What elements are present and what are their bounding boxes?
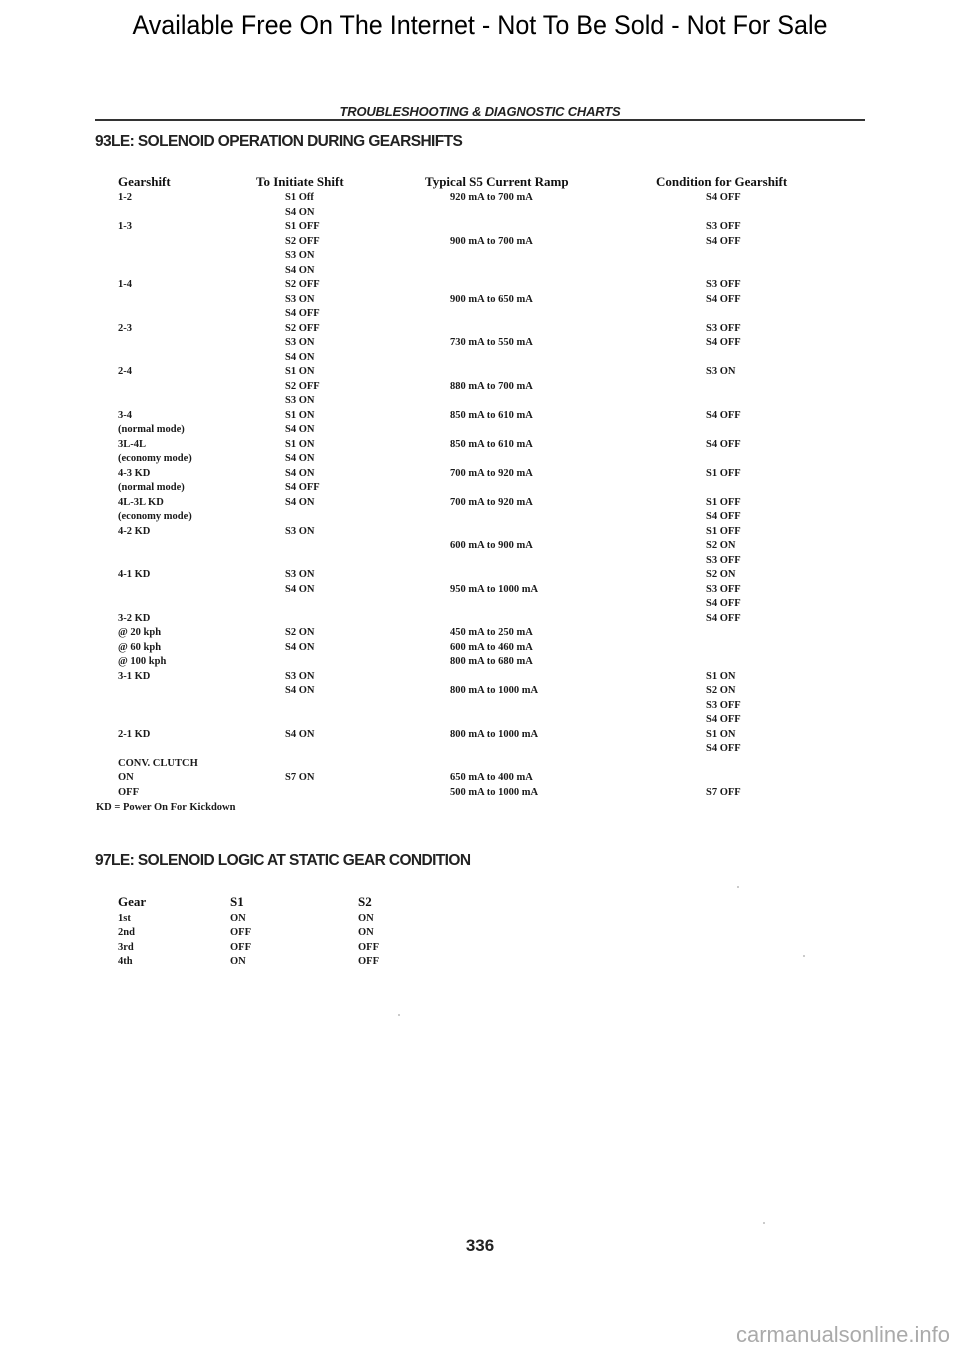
table1-cell-initiate: S4 ON [285,453,315,464]
table1-cell-condition: S4 OFF [706,438,741,450]
table1-cell-initiate: S4 ON [285,728,315,740]
table1-cell-condition: S4 OFF [706,743,741,754]
table1-cell-condition: S4 OFF [706,598,741,609]
table2-cell-s2: OFF [358,941,379,953]
table1-cell-gearshift: 2-4 [118,366,132,377]
table1-cell-condition: S7 OFF [706,786,741,798]
table1-cell-initiate: S2 OFF [285,380,320,392]
table1-cell-initiate: S1 Off [285,192,314,203]
table2-cell-s1: ON [230,913,246,924]
table1-cell-ramp: 450 mA to 250 mA [450,627,533,638]
table1-cell-initiate: S4 ON [285,685,315,696]
table1-cell-condition: S4 OFF [706,511,741,522]
table1-cell-ramp: 800 mA to 1000 mA [450,728,539,740]
table1-cell-ramp: 900 mA to 650 mA [450,293,533,305]
table1-cell-gearshift: 4-3 KD [118,467,151,479]
table1-cell-initiate: S4 ON [285,641,315,653]
table1-cell-gearshift: @ 100 kph [118,656,167,667]
col-header-s1: S1 [230,894,244,909]
table1-cell-initiate: S4 ON [285,424,315,435]
table2-cell-gear: 4th [118,955,133,967]
table1-cell-initiate: S1 ON [285,438,315,450]
table1-cell-initiate: S4 OFF [285,482,320,493]
table2-cell-s2: ON [358,913,374,924]
table2-title: 97LE: SOLENOID LOGIC AT STATIC GEAR CONDITION [95,852,471,869]
col-header-gearshift: Gearshift [118,174,171,189]
table1-cell-initiate: S7 ON [285,772,315,783]
table1-cell-ramp: 900 mA to 700 mA [450,235,533,247]
table1-cell-gearshift: @ 60 kph [118,641,162,653]
table1-cell-gearshift: ON [118,772,134,783]
table1-cell-initiate: S3 ON [285,395,315,406]
table1-cell-condition: S1 OFF [706,467,741,479]
table1-cell-initiate: S3 ON [285,337,315,348]
table1-cell-condition: S4 OFF [706,409,741,421]
scan-speck [737,886,739,888]
table1-cell-initiate: S4 OFF [285,308,320,319]
table1-cell-condition: S3 OFF [706,322,741,334]
table1-cell-gearshift: CONV. CLUTCH [118,757,198,769]
table1-cell-condition: S1 OFF [706,525,741,537]
table1-cell-initiate: S2 OFF [285,235,320,247]
table1-cell-initiate: S4 ON [285,467,315,479]
table1-cell-condition: S4 OFF [706,235,741,247]
table2-cell-s2: OFF [358,955,379,967]
table1-cell-ramp: 850 mA to 610 mA [450,438,533,450]
table1-cell-ramp: 800 mA to 1000 mA [450,685,539,696]
table1-cell-initiate: S2 OFF [285,279,320,290]
table1-cell-gearshift: 1-4 [118,279,132,290]
table1-cell-gearshift: (normal mode) [118,482,185,493]
table1-cell-condition: S2 ON [706,569,736,580]
table1-cell-condition: S3 OFF [706,583,741,595]
scan-speck [763,1222,765,1224]
table2-cell-s1: OFF [230,941,251,953]
table1-cell-initiate: S3 ON [285,569,315,580]
table1-cell-gearshift: 1-2 [118,192,132,203]
table1-cell-gearshift: 1-3 [118,221,132,232]
table1-cell-initiate: S4 ON [285,264,315,276]
table1-cell-gearshift: 2-1 KD [118,728,151,740]
table2-cell-s1: ON [230,955,246,967]
table1-cell-initiate: S3 ON [285,525,315,537]
table2-cell-gear: 3rd [118,941,134,953]
table1-cell-ramp: 600 mA to 460 mA [450,641,533,653]
table1-cell-initiate: S1 OFF [285,221,320,232]
footnote: KD = Power On For Kickdown [96,802,236,813]
table1-cell-ramp: 800 mA to 680 mA [450,656,533,667]
col-header-ramp: Typical S5 Current Ramp [425,174,569,189]
table1-cell-gearshift: 3-2 KD [118,612,151,624]
table1-cell-gearshift: @ 20 kph [118,627,162,638]
col-header-initiate: To Initiate Shift [256,174,344,189]
table1-cell-condition: S2 ON [706,540,736,551]
table1-cell-condition: S4 OFF [706,192,741,203]
table1-cell-condition: S1 OFF [706,496,741,508]
table1-cell-gearshift: (economy mode) [118,453,192,464]
page-number: 336 [465,1236,495,1255]
col-header-gear: Gear [118,894,147,909]
table1-cell-initiate: S4 ON [285,583,315,595]
table1-cell-condition: S4 OFF [706,714,741,725]
table1-cell-ramp: 880 mA to 700 mA [450,380,533,392]
table1-cell-ramp: 700 mA to 920 mA [450,496,533,508]
table2-cell-gear: 1st [118,913,131,924]
site-watermark: carmanualsonline.info [735,1322,950,1347]
table1-cell-condition: S2 ON [706,685,736,696]
table1-cell-gearshift: 4-2 KD [118,525,151,537]
scan-speck [803,955,805,957]
table1-cell-ramp: 650 mA to 400 mA [450,772,533,783]
table1-cell-condition: S1 ON [706,670,736,682]
table1-cell-initiate: S1 ON [285,409,315,421]
table1-cell-gearshift: (normal mode) [118,424,185,435]
table1-cell-ramp: 700 mA to 920 mA [450,467,533,479]
table1-cell-initiate: S2 ON [285,627,315,638]
table1-cell-initiate: S4 ON [285,206,315,218]
table1-cell-ramp: 600 mA to 900 mA [450,540,533,551]
table1-cell-gearshift: 3L-4L [118,438,147,450]
table1-cell-gearshift: (economy mode) [118,511,192,522]
table1-cell-ramp: 730 mA to 550 mA [450,337,533,348]
table2-cell-gear: 2nd [118,927,135,939]
table1-cell-gearshift: 3-1 KD [118,670,151,682]
table1-cell-initiate: S1 ON [285,366,315,377]
table1-cell-condition: S4 OFF [706,337,741,348]
table1-cell-gearshift: 4L-3L KD [118,496,164,508]
table1-cell-gearshift: 2-3 [118,322,132,334]
table2-cell-s1: OFF [230,927,251,939]
section-header: TROUBLESHOOTING & DIAGNOSTIC CHARTS [339,104,621,119]
table1-title: 93LE: SOLENOID OPERATION DURING GEARSHIFTS [95,133,463,150]
header-rule [95,119,865,121]
table1-cell-gearshift: 3-4 [118,409,132,421]
table1-cell-condition: S1 ON [706,728,736,740]
scan-speck [398,1014,400,1016]
table1-cell-condition: S3 OFF [706,699,741,711]
table1-cell-condition: S4 OFF [706,293,741,305]
table1-cell-gearshift: OFF [118,786,139,798]
table1-cell-initiate: S4 ON [285,496,315,508]
table1-cell-ramp: 850 mA to 610 mA [450,409,533,421]
table1-cell-ramp: 920 mA to 700 mA [450,192,533,203]
table1-cell-condition: S3 ON [706,366,736,377]
table1-cell-ramp: 500 mA to 1000 mA [450,786,539,798]
table1-cell-initiate: S3 ON [285,250,315,261]
top-watermark: Available Free On The Internet - Not To Be Sold - Not For Sale [132,10,828,40]
table1-cell-gearshift: 4-1 KD [118,569,151,580]
table1-cell-condition: S4 OFF [706,612,741,624]
table2-cell-s2: ON [358,927,374,939]
table1-cell-condition: S3 OFF [706,279,741,290]
table1-cell-initiate: S3 ON [285,670,315,682]
table1-cell-condition: S3 OFF [706,221,741,232]
table1-cell-initiate: S4 ON [285,351,315,363]
table1-cell-initiate: S3 ON [285,293,315,305]
col-header-s2: S2 [358,894,372,909]
table1-cell-ramp: 950 mA to 1000 mA [450,583,539,595]
table1-cell-initiate: S2 OFF [285,322,320,334]
table1-cell-condition: S3 OFF [706,554,741,566]
col-header-condition: Condition for Gearshift [656,174,788,189]
